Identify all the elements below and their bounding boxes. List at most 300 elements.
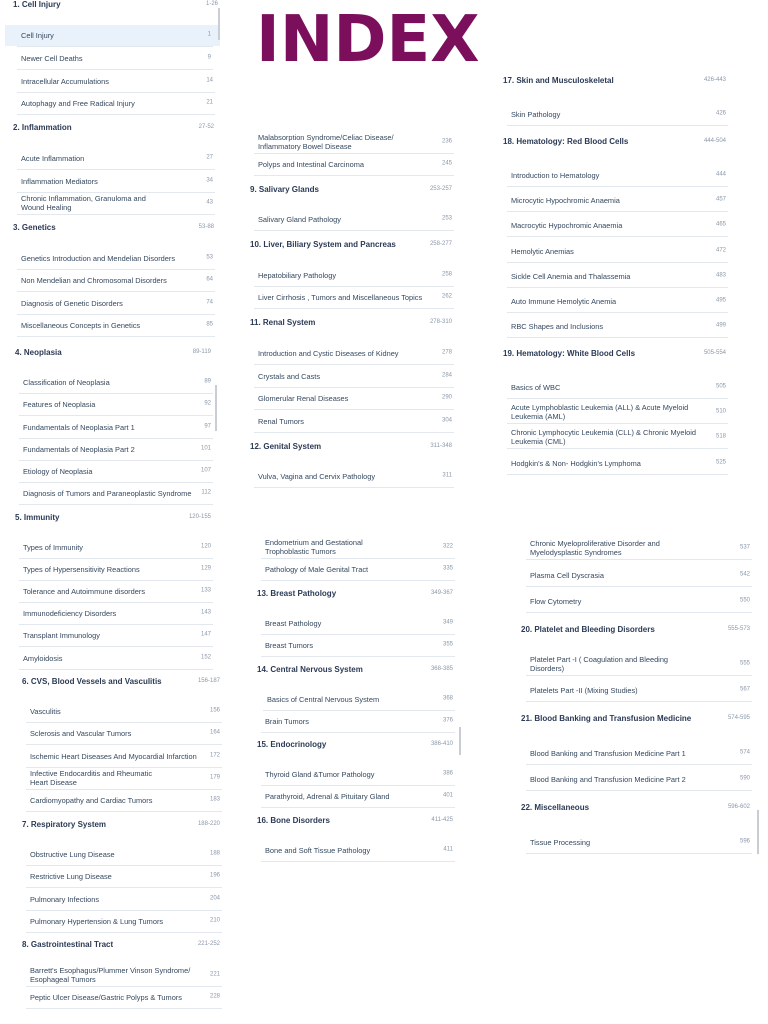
index-entry[interactable]: [530, 686, 750, 695]
index-entry[interactable]: [23, 423, 211, 432]
index-entry[interactable]: [23, 467, 211, 476]
divider: [17, 269, 215, 270]
entry-title: Microcytic Hypochromic Anaemia: [511, 195, 620, 205]
index-entry[interactable]: [265, 792, 453, 801]
page-range: 253: [441, 215, 452, 222]
index-entry[interactable]: [21, 154, 213, 163]
page-range: 550: [739, 597, 750, 604]
page-range: 107: [200, 467, 211, 474]
index-entry[interactable]: [258, 372, 452, 381]
divider: [526, 675, 752, 676]
index-entry[interactable]: [30, 966, 220, 984]
page-range: 335: [442, 565, 453, 572]
divider: [26, 744, 222, 745]
entry-title: Platelets Part -II (Mixing Studies): [530, 685, 638, 695]
page-range: 349: [442, 619, 453, 626]
section-heading[interactable]: [15, 513, 211, 522]
entry-title: Platelet Part -I ( Coagulation and Bleeding Disorders): [530, 655, 669, 673]
entry-title: Bone and Soft Tissue Pathology: [265, 845, 371, 855]
divider: [507, 186, 728, 187]
divider: [19, 438, 213, 439]
index-entry[interactable]: [258, 472, 452, 481]
page-range: 179: [209, 774, 220, 781]
entry-title: Chronic Lymphocytic Leukemia (CLL) & Chronic Myeloid Leukemia (CML): [511, 428, 696, 446]
divider: [19, 580, 213, 581]
index-entry[interactable]: [511, 459, 726, 468]
divider: [507, 262, 728, 263]
entry-title: Blood Banking and Transfusion Medicine Part 1: [530, 748, 686, 758]
entry-title: Newer Cell Deaths: [21, 53, 83, 63]
entry-title: Brain Tumors: [265, 716, 309, 726]
page-range: 89-119: [192, 348, 211, 355]
divider: [507, 474, 728, 475]
entry-title: Non Mendelian and Chromosomal Disorders: [21, 275, 167, 285]
section-title: 15. Endocrinology: [257, 739, 327, 749]
index-entry[interactable]: [511, 247, 726, 256]
entry-title: Polyps and Intestinal Carcinoma: [258, 159, 364, 169]
index-entry[interactable]: [258, 271, 452, 280]
index-entry[interactable]: [530, 571, 750, 580]
index-entry[interactable]: [265, 717, 453, 726]
index-entry[interactable]: [21, 177, 213, 186]
divider: [261, 732, 455, 733]
section-heading[interactable]: [13, 123, 214, 132]
page-range: 196: [209, 872, 220, 879]
section-heading[interactable]: [22, 677, 220, 686]
entry-title: Classification of Neoplasia: [23, 377, 110, 387]
scrollbar[interactable]: [218, 8, 220, 40]
index-entry[interactable]: [267, 695, 453, 704]
entry-title: Miscellaneous Concepts in Genetics: [21, 320, 141, 330]
divider: [26, 865, 222, 866]
divider: [263, 710, 455, 711]
page-range: 278-310: [429, 318, 452, 325]
section-title: 18. Hematology: Red Blood Cells: [503, 136, 629, 146]
entry-title: Introduction to Hematology: [511, 170, 600, 180]
divider: [26, 932, 222, 933]
section-title: 6. CVS, Blood Vessels and Vasculitis: [22, 676, 162, 686]
section-heading[interactable]: [521, 714, 750, 723]
index-entry[interactable]: [511, 221, 726, 230]
scrollbar[interactable]: [215, 385, 217, 431]
index-entry[interactable]: [511, 383, 726, 392]
index-entry[interactable]: [23, 445, 211, 454]
page-range: 518: [715, 433, 726, 440]
entry-title: Fundamentals of Neoplasia Part 1: [23, 422, 135, 432]
index-entry[interactable]: [30, 850, 220, 859]
scrollbar[interactable]: [459, 727, 461, 755]
page-range: 495: [715, 297, 726, 304]
index-entry[interactable]: [23, 654, 211, 663]
entry-title: Liver Cirrhosis , Tumors and Miscellaneous Topics: [258, 292, 423, 302]
divider: [526, 790, 752, 791]
entry-title: Blood Banking and Transfusion Medicine Part 2: [530, 774, 686, 784]
section-heading[interactable]: [503, 76, 726, 85]
entry-title: Malabsorption Syndrome/Celiac Disease/ Inflammatory Bowel Disease: [258, 133, 394, 151]
divider: [26, 811, 222, 812]
divider: [261, 656, 455, 657]
index-entry[interactable]: [258, 160, 452, 169]
section-heading[interactable]: [257, 740, 453, 749]
page-range: 444: [715, 171, 726, 178]
divider: [19, 624, 213, 625]
entry-title: Amyloidosis: [23, 653, 63, 663]
index-entry[interactable]: [258, 417, 452, 426]
page-range: 311-348: [430, 442, 452, 449]
page-range: 505-554: [703, 349, 726, 356]
index-entry[interactable]: [23, 587, 211, 596]
index-entry[interactable]: [511, 428, 726, 446]
entry-title: Inflammation Mediators: [21, 176, 98, 186]
section-title: 22. Miscellaneous: [521, 802, 590, 812]
divider: [526, 559, 752, 560]
page-range: 567: [739, 686, 750, 693]
index-entry[interactable]: [30, 895, 220, 904]
divider: [526, 586, 752, 587]
divider: [254, 175, 454, 176]
entry-title: Ischemic Heart Diseases And Myocardial Infarction: [30, 751, 197, 761]
section-title: 20. Platelet and Bleeding Disorders: [521, 624, 655, 634]
index-entry[interactable]: [511, 196, 726, 205]
page-range: 457: [715, 196, 726, 203]
page-range: 152: [200, 654, 211, 661]
page-range: 85: [206, 321, 213, 328]
section-heading[interactable]: [257, 589, 453, 598]
page-range: 43: [206, 199, 213, 206]
page-range: 74: [206, 299, 213, 306]
page-range: 590: [739, 775, 750, 782]
index-entry[interactable]: [23, 543, 211, 552]
page-range: 304: [441, 417, 452, 424]
page-range: 555-573: [727, 625, 750, 632]
entry-title: Endometrium and Gestational Trophoblastic Tumors: [265, 538, 363, 556]
page-range: 53-88: [198, 223, 214, 230]
divider: [507, 287, 728, 288]
section-heading[interactable]: [257, 816, 453, 825]
divider: [507, 398, 728, 399]
section-title: 7. Respiratory System: [22, 819, 107, 829]
section-heading[interactable]: [22, 820, 220, 829]
page-range: 188-220: [197, 820, 220, 827]
index-entry[interactable]: [21, 77, 213, 86]
page-range: 262: [441, 293, 452, 300]
divider: [254, 432, 454, 433]
page-range: 444-504: [703, 137, 726, 144]
index-entry[interactable]: [511, 272, 726, 281]
index-entry[interactable]: [21, 276, 213, 285]
divider: [254, 487, 454, 488]
divider: [254, 230, 454, 231]
index-entry[interactable]: [258, 293, 452, 302]
page-range: 574: [739, 749, 750, 756]
entry-title: Breast Tumors: [265, 640, 314, 650]
index-entry[interactable]: [511, 322, 726, 331]
entry-title: Diagnosis of Tumors and Paraneoplastic Syndrome: [23, 488, 192, 498]
section-heading[interactable]: [15, 348, 211, 357]
entry-title: Introduction and Cystic Diseases of Kidney: [258, 348, 399, 358]
page-range: 188: [209, 850, 220, 857]
page-range: 411-425: [431, 816, 453, 823]
divider: [17, 46, 213, 47]
section-heading[interactable]: [250, 240, 452, 249]
index-entry[interactable]: [21, 31, 211, 40]
index-entry[interactable]: [23, 489, 211, 498]
index-entry[interactable]: [258, 394, 452, 403]
section-heading[interactable]: [250, 442, 452, 451]
index-entry[interactable]: [30, 872, 220, 881]
index-entry[interactable]: [265, 770, 453, 779]
index-entry[interactable]: [265, 641, 453, 650]
page-range: 164: [209, 729, 220, 736]
page-range: 284: [441, 372, 452, 379]
index-entry[interactable]: [511, 110, 726, 119]
divider: [19, 558, 213, 559]
entry-title: Parathyroid, Adrenal & Pituitary Gland: [265, 791, 390, 801]
entry-title: Acute Lymphoblastic Leukemia (ALL) & Acute Myeloid Leukemia (AML): [511, 403, 689, 421]
page-range: 499: [715, 322, 726, 329]
entry-title: Intracellular Accumulations: [21, 76, 109, 86]
page-range: 64: [206, 276, 213, 283]
page-range: 53: [206, 254, 213, 261]
section-heading[interactable]: [257, 665, 453, 674]
index-entry[interactable]: [258, 349, 452, 358]
divider: [19, 646, 213, 647]
entry-title: Restrictive Lung Disease: [30, 871, 112, 881]
divider: [261, 580, 455, 581]
entry-title: Breast Pathology: [265, 618, 322, 628]
divider: [507, 423, 728, 424]
entry-title: Tolerance and Autoimmune disorders: [23, 586, 146, 596]
page-range: 21: [206, 99, 213, 106]
index-entry[interactable]: [30, 796, 220, 805]
entry-title: Pulmonary Infections: [30, 894, 100, 904]
index-entry[interactable]: [530, 775, 750, 784]
entry-title: Cell Injury: [21, 30, 54, 40]
index-entry[interactable]: [21, 54, 211, 63]
entry-title: Hodgkin's & Non- Hodgkin's Lymphoma: [511, 458, 641, 468]
index-entry[interactable]: [530, 539, 750, 557]
page-range: 156: [209, 707, 220, 714]
divider: [254, 153, 454, 154]
entry-title: Etiology of Neoplasia: [23, 466, 93, 476]
index-entry[interactable]: [265, 565, 453, 574]
divider: [17, 314, 215, 315]
entry-title: Immunodeficiency Disorders: [23, 608, 117, 618]
page-range: 1: [207, 31, 211, 38]
section-heading[interactable]: [13, 0, 218, 9]
index-entry[interactable]: [530, 838, 750, 847]
entry-title: Pulmonary Hypertension & Lung Tumors: [30, 916, 164, 926]
page-range: 386: [442, 770, 453, 777]
divider: [17, 114, 215, 115]
index-entry[interactable]: [30, 707, 220, 716]
page-range: 221: [209, 971, 220, 978]
entry-title: Glomerular Renal Diseases: [258, 393, 349, 403]
section-title: 14. Central Nervous System: [257, 664, 363, 674]
entry-title: Chronic Inflammation, Granuloma and Wound Healing: [21, 194, 146, 212]
page-range: 483: [715, 272, 726, 279]
entry-title: Tissue Processing: [530, 837, 591, 847]
section-title: 16. Bone Disorders: [257, 815, 330, 825]
page-range: 411: [443, 846, 453, 853]
section-heading[interactable]: [503, 349, 726, 358]
index-entry[interactable]: [23, 400, 211, 409]
section-heading[interactable]: [22, 940, 220, 949]
divider: [19, 482, 213, 483]
page-range: 14: [206, 77, 213, 84]
entry-title: Flow Cytometry: [530, 596, 582, 606]
entry-title: Autophagy and Free Radical Injury: [21, 98, 135, 108]
page-range: 97: [204, 423, 211, 430]
entry-title: Plasma Cell Dyscrasia: [530, 570, 604, 580]
divider: [254, 409, 454, 410]
section-title: 12. Genital System: [250, 441, 322, 451]
section-heading[interactable]: [521, 803, 750, 812]
divider: [254, 286, 454, 287]
section-title: 1. Cell Injury: [13, 0, 61, 9]
divider: [26, 789, 222, 790]
page-range: 27: [206, 154, 213, 161]
page-title: INDEX: [256, 3, 480, 77]
page-range: 221-252: [197, 940, 220, 947]
divider: [19, 393, 213, 394]
entry-title: Thyroid Gland &Tumor Pathology: [265, 769, 375, 779]
entry-title: Pathology of Male Genital Tract: [265, 564, 369, 574]
divider: [526, 853, 752, 854]
page-range: 537: [739, 544, 750, 551]
page-range: 386-410: [430, 740, 453, 747]
entry-title: Diagnosis of Genetic Disorders: [21, 298, 123, 308]
index-entry[interactable]: [258, 133, 452, 151]
section-heading[interactable]: [13, 223, 214, 232]
section-title: 13. Breast Pathology: [257, 588, 337, 598]
entry-title: Peptic Ulcer Disease/Gastric Polyps & Tumors: [30, 992, 182, 1002]
entry-title: Auto Immune Hemolytic Anemia: [511, 296, 617, 306]
index-entry[interactable]: [21, 254, 213, 263]
page-range: 349-367: [430, 589, 453, 596]
index-entry[interactable]: [530, 749, 750, 758]
index-entry[interactable]: [30, 752, 220, 761]
page-range: 1-26: [205, 0, 218, 7]
divider: [26, 767, 222, 768]
index-entry[interactable]: [23, 609, 211, 618]
section-title: 2. Inflammation: [13, 122, 72, 132]
page-range: 596: [739, 838, 750, 845]
index-entry[interactable]: [511, 171, 726, 180]
divider: [26, 910, 222, 911]
page-range: 311: [442, 472, 452, 479]
entry-title: Sclerosis and Vascular Tumors: [30, 728, 132, 738]
entry-title: Sickle Cell Anemia and Thalassemia: [511, 271, 631, 281]
index-entry[interactable]: [21, 194, 213, 212]
divider: [254, 364, 454, 365]
entry-title: Vulva, Vagina and Cervix Pathology: [258, 471, 376, 481]
index-entry[interactable]: [21, 99, 213, 108]
index-entry[interactable]: [23, 378, 211, 387]
page-range: 574-595: [727, 714, 750, 721]
divider: [17, 169, 215, 170]
divider: [19, 460, 213, 461]
divider: [507, 337, 728, 338]
section-title: 21. Blood Banking and Transfusion Medicine: [521, 713, 692, 723]
index-entry[interactable]: [21, 299, 213, 308]
entry-title: Genetics Introduction and Mendelian Disorders: [21, 253, 176, 263]
page-range: 147: [200, 631, 211, 638]
entry-title: Types of Immunity: [23, 542, 83, 552]
page-range: 505: [715, 383, 726, 390]
divider: [507, 125, 728, 126]
index-entry[interactable]: [511, 403, 726, 421]
index-entry[interactable]: [530, 597, 750, 606]
page-range: 210: [209, 917, 220, 924]
section-title: 17. Skin and Musculoskeletal: [503, 75, 614, 85]
index-entry[interactable]: [265, 619, 453, 628]
index-entry[interactable]: [265, 538, 453, 556]
scrollbar[interactable]: [757, 810, 759, 854]
index-entry[interactable]: [21, 321, 213, 330]
page-range: 555: [739, 660, 750, 667]
index-entry[interactable]: [30, 729, 220, 738]
page-range: 129: [200, 565, 211, 572]
page-range: 290: [441, 394, 452, 401]
divider: [261, 785, 455, 786]
section-heading[interactable]: [503, 137, 726, 146]
section-title: 11. Renal System: [250, 317, 316, 327]
divider: [254, 308, 454, 309]
page-range: 465: [715, 221, 726, 228]
index-entry[interactable]: [530, 655, 750, 673]
page-range: 183: [209, 796, 220, 803]
page-range: 236: [441, 138, 452, 145]
index-entry[interactable]: [23, 565, 211, 574]
divider: [17, 336, 215, 337]
index-entry[interactable]: [265, 846, 453, 855]
divider: [526, 764, 752, 765]
divider: [526, 701, 752, 702]
entry-title: Barrett's Esophagus/Plummer Vinson Syndrome/ Esophageal Tumors: [30, 966, 191, 984]
section-heading[interactable]: [250, 318, 452, 327]
entry-title: Basics of WBC: [511, 382, 561, 392]
index-entry[interactable]: [30, 993, 220, 1002]
index-entry[interactable]: [30, 769, 220, 787]
index-entry[interactable]: [511, 297, 726, 306]
entry-title: Hemolytic Anemias: [511, 246, 574, 256]
divider: [507, 312, 728, 313]
divider: [507, 211, 728, 212]
page-range: 101: [200, 445, 211, 452]
page-range: 133: [200, 587, 211, 594]
entry-title: Macrocytic Hypochromic Anaemia: [511, 220, 623, 230]
index-entry[interactable]: [23, 631, 211, 640]
index-entry[interactable]: [258, 215, 452, 224]
page-range: 143: [200, 609, 211, 616]
section-title: 19. Hematology: White Blood Cells: [503, 348, 636, 358]
divider: [19, 602, 213, 603]
divider: [19, 669, 213, 670]
entry-title: Skin Pathology: [511, 109, 561, 119]
section-heading[interactable]: [521, 625, 750, 634]
page-range: 376: [442, 717, 453, 724]
divider: [19, 415, 213, 416]
divider: [526, 612, 752, 613]
divider: [26, 986, 222, 987]
index-entry[interactable]: [30, 917, 220, 926]
divider: [26, 722, 222, 723]
entry-title: Transplant Immunology: [23, 630, 100, 640]
section-heading[interactable]: [250, 185, 452, 194]
page-range: 34: [206, 177, 213, 184]
entry-title: Basics of Central Nervous System: [267, 694, 380, 704]
